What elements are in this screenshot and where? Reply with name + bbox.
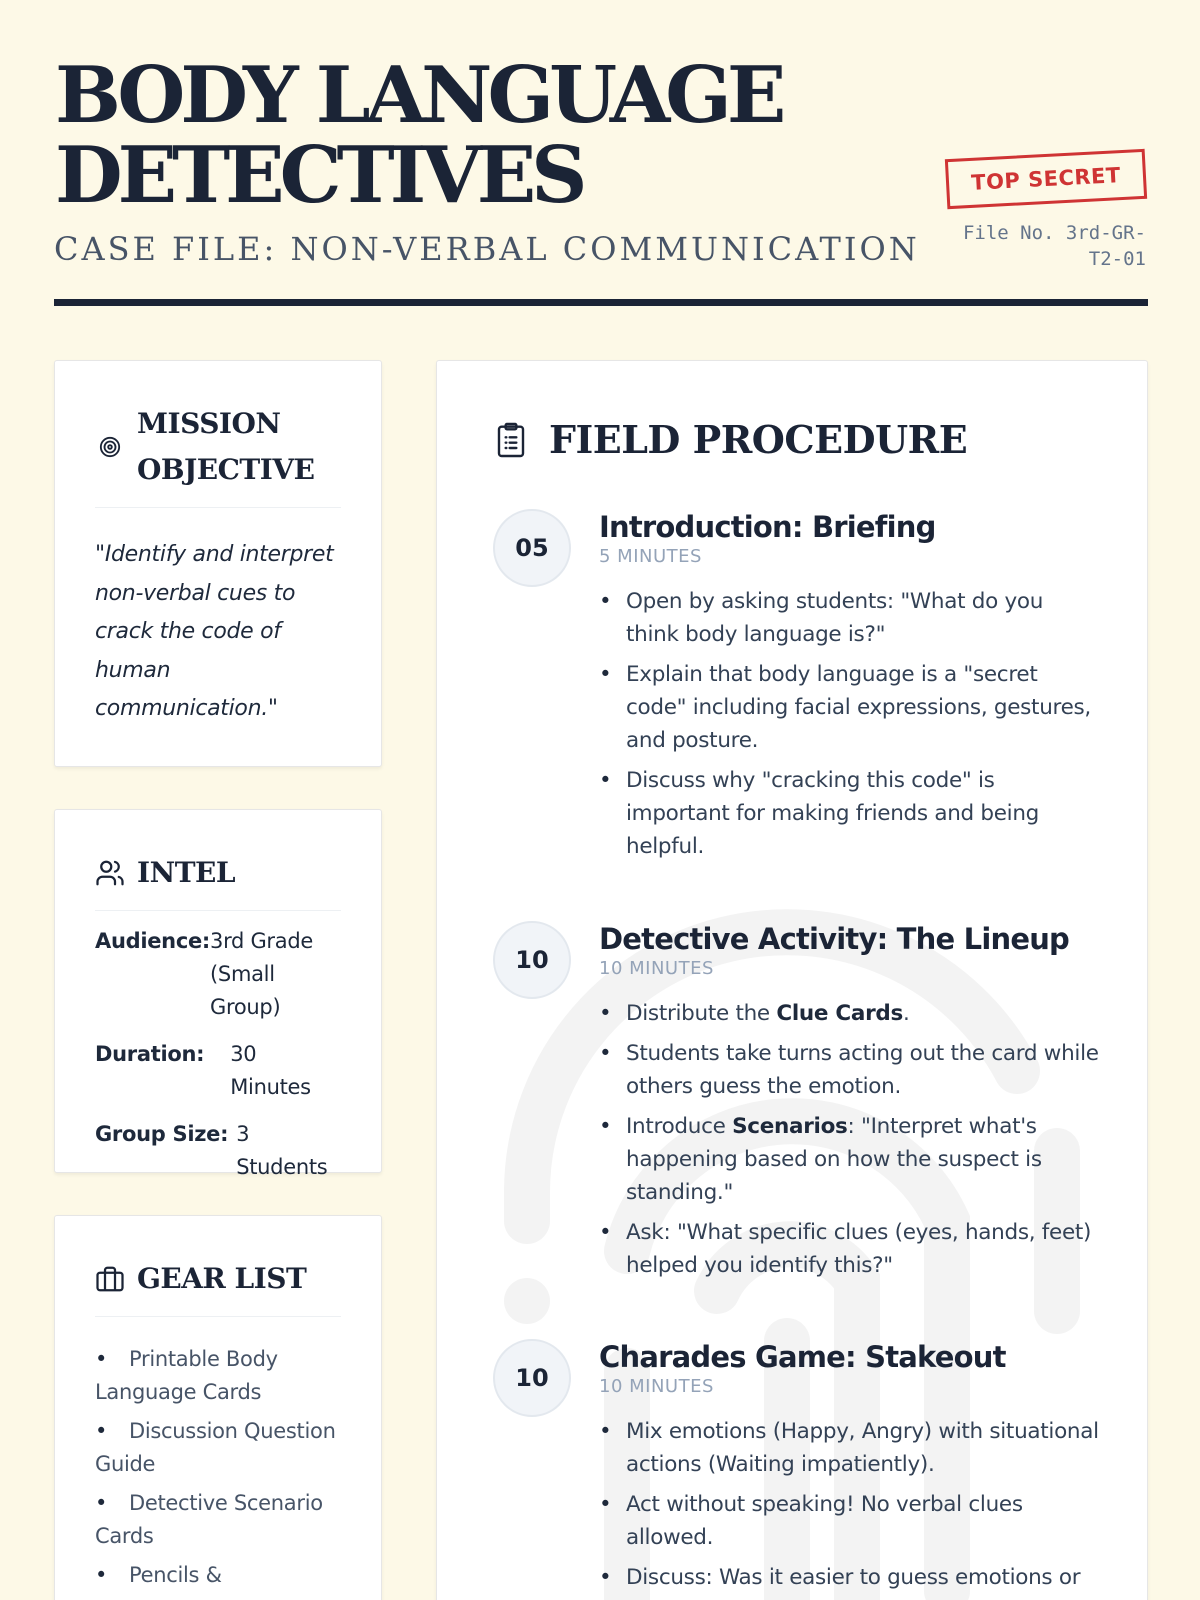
intel-label: Duration:	[95, 1042, 205, 1066]
intel-row-group-size	[95, 1118, 341, 1184]
step-title: Introduction: Briefing	[599, 510, 936, 544]
step-title: Detective Activity: The Lineup	[599, 922, 1070, 956]
step-bullet: • Open by asking students: "What do you think body language is?"	[599, 585, 1099, 651]
gear-list-header	[95, 1256, 341, 1317]
step-bullet: • Students take turns acting out the card while others guess the emotion.	[599, 1037, 1099, 1103]
mission-objective-card	[54, 360, 382, 767]
gear-item: • Pencils &	[95, 1559, 341, 1592]
intel-card	[54, 809, 382, 1179]
intel-value: 3rd Grade (Small Group)	[210, 929, 313, 1019]
mission-quote: "Identify and interpret non-verbal cues to crack the code of human communication."	[95, 542, 334, 721]
briefcase-icon	[95, 1264, 125, 1294]
title-line-2: DETECTIVES	[55, 130, 583, 221]
users-icon	[95, 858, 125, 888]
step-bullet: • Mix emotions (Happy, Angry) with situational actions (Waiting impatiently).	[599, 1415, 1099, 1481]
step-bullet: • Act without speaking! No verbal clues allowed.	[599, 1488, 1099, 1554]
gear-item: • Printable Body Language Cards	[95, 1343, 341, 1409]
intel-row-audience	[95, 925, 341, 1024]
field-procedure-header	[493, 417, 967, 463]
step-minutes-badge: 05	[493, 509, 571, 587]
intel-heading: INTEL	[137, 856, 236, 889]
step-bullet: • Ask: "What specific clues (eyes, hands, feet) helped you identify this?"	[599, 1216, 1099, 1282]
intel-label: Group Size:	[95, 1122, 229, 1146]
step-bullets	[599, 997, 1099, 1282]
step-bullet: • Introduce Scenarios: "Interpret what's happening based on how the suspect is standing."	[599, 1110, 1099, 1209]
gear-list	[95, 1343, 341, 1592]
page-subtitle: CASE FILE: NON-VERBAL COMMUNICATION	[54, 230, 920, 268]
step-title: Charades Game: Stakeout	[599, 1340, 1006, 1374]
title-line-1: BODY LANGUAGE	[55, 50, 782, 141]
step-minutes-badge: 10	[493, 1339, 571, 1417]
intel-header	[95, 850, 341, 911]
step-duration: 5 MINUTES	[599, 546, 702, 567]
top-secret-stamp: TOP SECRET	[945, 149, 1147, 209]
gear-list-card	[54, 1215, 382, 1600]
gear-list-heading: GEAR LIST	[137, 1262, 307, 1295]
field-procedure-card	[436, 360, 1148, 1600]
field-procedure-heading: FIELD PROCEDURE	[549, 417, 968, 462]
intel-value: 3 Students	[236, 1122, 328, 1179]
step-minutes-badge: 10	[493, 921, 571, 999]
mission-objective-heading: MISSION OBJECTIVE	[137, 407, 315, 486]
step-bullets	[599, 1415, 1099, 1594]
file-number: File No. 3rd-GR-T2-01	[962, 222, 1146, 270]
clipboard-icon	[493, 420, 529, 460]
mission-objective-header	[95, 401, 341, 508]
step-body	[599, 509, 1099, 870]
step-bullets	[599, 585, 1099, 863]
step-bullet: • Distribute the Clue Cards.	[599, 997, 1099, 1030]
intel-value: 30 Minutes	[230, 1042, 311, 1099]
gear-item: • Detective Scenario Cards	[95, 1487, 341, 1553]
step-bullet: • Discuss: Was it easier to guess emotions or	[599, 1561, 1099, 1594]
step-duration: 10 MINUTES	[599, 958, 714, 979]
step-body	[599, 921, 1099, 1289]
page-title	[55, 50, 855, 221]
step-bullet: • Discuss why "cracking this code" is important for making friends and being helpful.	[599, 764, 1099, 863]
step-body	[599, 1339, 1099, 1600]
step-duration: 10 MINUTES	[599, 1376, 714, 1397]
target-icon	[95, 432, 125, 462]
header-divider	[54, 299, 1148, 306]
gear-item: • Discussion Question Guide	[95, 1415, 341, 1481]
intel-row-duration	[95, 1038, 341, 1104]
intel-label: Audience:	[95, 929, 211, 953]
step-bullet: • Explain that body language is a "secret code" including facial expressions, gestures, and posture.	[599, 658, 1099, 757]
